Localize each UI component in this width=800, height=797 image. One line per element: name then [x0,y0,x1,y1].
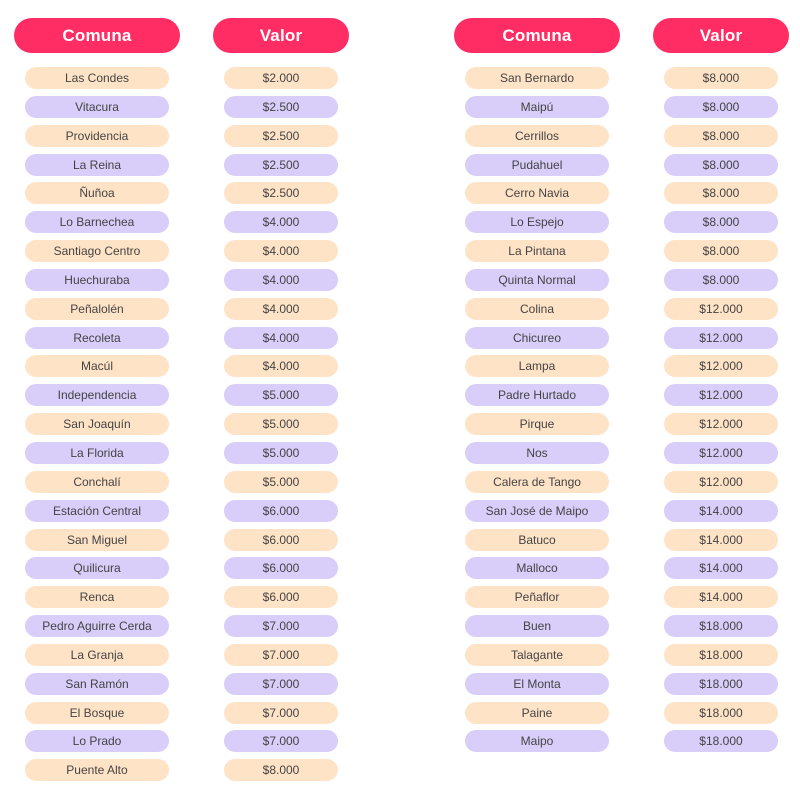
valor-cell: $14.000 [664,557,778,579]
valor-cell: $8.000 [664,125,778,147]
valor-cell: $8.000 [664,211,778,233]
comuna-cell: Padre Hurtado [465,384,609,406]
valor-cell: $18.000 [664,615,778,637]
comuna-cell: La Florida [25,442,169,464]
comuna-cell: Maipo [465,730,609,752]
comuna-cell: La Reina [25,154,169,176]
valor-cell: $6.000 [224,529,338,551]
valor-cell: $12.000 [664,327,778,349]
comuna-cell: Ñuñoa [25,182,169,204]
valor-cell: $12.000 [664,471,778,493]
valor-cell: $7.000 [224,673,338,695]
comuna-cell: Santiago Centro [25,240,169,262]
valor-cell: $6.000 [224,557,338,579]
comuna-cell: El Bosque [25,702,169,724]
valor-cell: $8.000 [664,182,778,204]
comuna-cell: Cerrillos [465,125,609,147]
valor-header-right: Valor [653,18,789,53]
comuna-cell: Batuco [465,529,609,551]
valor-cell: $12.000 [664,442,778,464]
valor-cell: $2.500 [224,96,338,118]
valor-cell: $7.000 [224,702,338,724]
valor-cell: $6.000 [224,500,338,522]
comuna-cell: Lo Espejo [465,211,609,233]
comuna-cell: Colina [465,298,609,320]
comuna-cell: San Miguel [25,529,169,551]
comuna-cell: Pudahuel [465,154,609,176]
valor-cell: $4.000 [224,327,338,349]
valor-cell: $4.000 [224,240,338,262]
comuna-cell: Talagante [465,644,609,666]
comuna-cell: Buen [465,615,609,637]
comuna-cell: Puente Alto [25,759,169,781]
comuna-cell: Calera de Tango [465,471,609,493]
comuna-cell: Estación Central [25,500,169,522]
comuna-cell: Recoleta [25,327,169,349]
valor-cell: $2.500 [224,125,338,147]
comuna-cell: Peñalolén [25,298,169,320]
comuna-cell: Independencia [25,384,169,406]
comuna-cell: Nos [465,442,609,464]
comuna-cell: Quinta Normal [465,269,609,291]
comuna-column-right [465,67,609,759]
valor-cell: $4.000 [224,355,338,377]
comuna-column-left [25,67,169,788]
valor-cell: $2.500 [224,154,338,176]
valor-cell: $2.000 [224,67,338,89]
comuna-header-left: Comuna [14,18,180,53]
valor-cell: $12.000 [664,298,778,320]
valor-cell: $8.000 [664,96,778,118]
valor-cell: $18.000 [664,673,778,695]
comuna-header-right: Comuna [454,18,620,53]
comuna-cell: Pirque [465,413,609,435]
comuna-cell: San José de Maipo [465,500,609,522]
valor-cell: $8.000 [224,759,338,781]
comuna-cell: Cerro Navia [465,182,609,204]
comuna-cell: Lampa [465,355,609,377]
valor-cell: $5.000 [224,471,338,493]
comuna-cell: Conchalí [25,471,169,493]
valor-cell: $6.000 [224,586,338,608]
comuna-cell: Huechuraba [25,269,169,291]
valor-cell: $5.000 [224,442,338,464]
valor-cell: $8.000 [664,154,778,176]
comuna-cell: Las Condes [25,67,169,89]
comuna-cell: San Ramón [25,673,169,695]
comuna-cell: Macúl [25,355,169,377]
valor-column-right [664,67,778,759]
comuna-cell: La Granja [25,644,169,666]
valor-cell: $4.000 [224,211,338,233]
valor-cell: $7.000 [224,730,338,752]
valor-cell: $8.000 [664,269,778,291]
valor-cell: $4.000 [224,269,338,291]
comuna-cell: Lo Barnechea [25,211,169,233]
valor-cell: $14.000 [664,529,778,551]
comuna-cell: La Pintana [465,240,609,262]
comuna-cell: Paine [465,702,609,724]
valor-cell: $7.000 [224,644,338,666]
valor-header-left: Valor [213,18,349,53]
valor-cell: $14.000 [664,500,778,522]
valor-cell: $12.000 [664,384,778,406]
valor-cell: $12.000 [664,413,778,435]
valor-cell: $2.500 [224,182,338,204]
comuna-cell: San Bernardo [465,67,609,89]
valor-cell: $4.000 [224,298,338,320]
comuna-cell: Chicureo [465,327,609,349]
comuna-cell: Providencia [25,125,169,147]
valor-cell: $18.000 [664,644,778,666]
comuna-cell: Malloco [465,557,609,579]
comuna-cell: Quilicura [25,557,169,579]
comuna-cell: Vitacura [25,96,169,118]
valor-cell: $7.000 [224,615,338,637]
valor-cell: $12.000 [664,355,778,377]
valor-cell: $8.000 [664,240,778,262]
valor-cell: $18.000 [664,702,778,724]
comuna-cell: Maipú [465,96,609,118]
valor-cell: $5.000 [224,413,338,435]
valor-cell: $8.000 [664,67,778,89]
comuna-cell: Renca [25,586,169,608]
valor-column-left [224,67,338,788]
comuna-cell: Lo Prado [25,730,169,752]
comuna-cell: El Monta [465,673,609,695]
valor-cell: $5.000 [224,384,338,406]
comuna-cell: Pedro Aguirre Cerda [25,615,169,637]
comuna-cell: San Joaquín [25,413,169,435]
valor-cell: $18.000 [664,730,778,752]
comuna-cell: Peñaflor [465,586,609,608]
valor-cell: $14.000 [664,586,778,608]
